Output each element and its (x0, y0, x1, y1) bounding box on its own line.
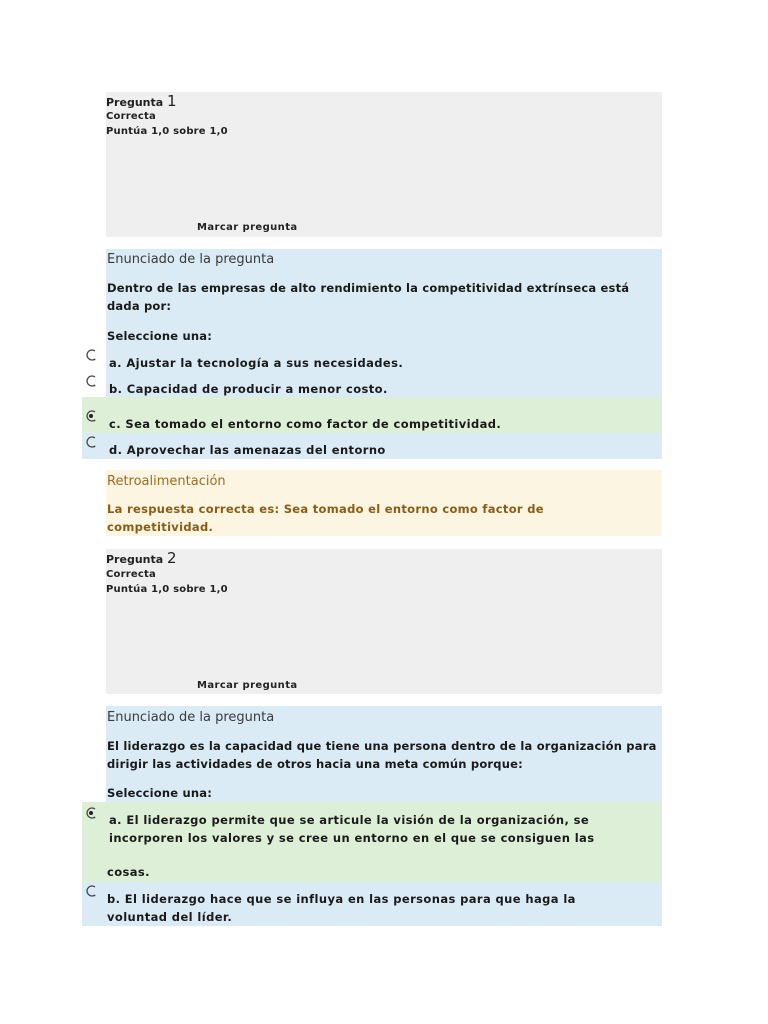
question-2-option-a-continuation[interactable]: cosas. (107, 865, 150, 879)
question-1-text: Dentro de las empresas de alto rendimiento la competitividad extrínseca está dada por: (107, 281, 630, 313)
question-2-statement-title: Enunciado de la pregunta (107, 710, 275, 725)
question-2-grade: Puntúa 1,0 sobre 1,0 (106, 584, 228, 595)
question-1-option-a[interactable]: a. Ajustar la tecnología a sus necesidades. (109, 356, 404, 370)
question-1-heading: Pregunta 1 (106, 92, 177, 110)
question-2-info (106, 549, 662, 694)
question-1-statement (106, 249, 662, 397)
question-1-option-b[interactable]: b. Capacidad de producir a menor costo. (109, 382, 388, 396)
question-1-feedback-title: Retroalimentación (107, 474, 226, 489)
radio-icon[interactable] (84, 374, 98, 388)
question-2-heading: Pregunta 2 (106, 549, 177, 567)
question-2-option-a[interactable]: a. El liderazgo permite que se articule la visión de la organización, se incorporen los valores y se cree un entorno en el que se consiguen las (109, 813, 595, 845)
question-1-state: Correcta (106, 111, 156, 122)
question-1-statement-title: Enunciado de la pregunta (107, 252, 275, 267)
flag-question-1-link[interactable]: Marcar pregunta (197, 222, 298, 233)
radio-icon[interactable] (84, 348, 98, 362)
flag-question-2-link[interactable]: Marcar pregunta (197, 680, 298, 691)
question-2-state: Correcta (106, 569, 156, 580)
radio-icon[interactable] (84, 884, 98, 898)
question-1-number: 1 (167, 92, 177, 110)
radio-selected-icon[interactable] (84, 806, 98, 820)
question-2-number: 2 (167, 549, 177, 567)
question-2-option-b[interactable]: b. El liderazgo hace que se influya en las personas para que haga la voluntad del líder. (107, 892, 576, 924)
radio-icon[interactable] (84, 435, 98, 449)
question-1-option-d[interactable]: d. Aprovechar las amenazas del entorno (109, 443, 386, 457)
question-1-prompt: Seleccione una: (107, 329, 213, 343)
question-2-prompt: Seleccione una: (107, 786, 213, 800)
question-1-option-c[interactable]: c. Sea tomado el entorno como factor de competitividad. (109, 417, 502, 431)
question-1-feedback-text: La respuesta correcta es: Sea tomado el entorno como factor de competitividad. (107, 502, 544, 534)
question-1-info (106, 92, 662, 237)
question-1-grade: Puntúa 1,0 sobre 1,0 (106, 126, 228, 137)
radio-selected-icon[interactable] (84, 409, 98, 423)
question-2-text: El liderazgo es la capacidad que tiene una persona dentro de la organización para dirigir las actividades de otros hacia una meta común porque: (107, 739, 657, 771)
